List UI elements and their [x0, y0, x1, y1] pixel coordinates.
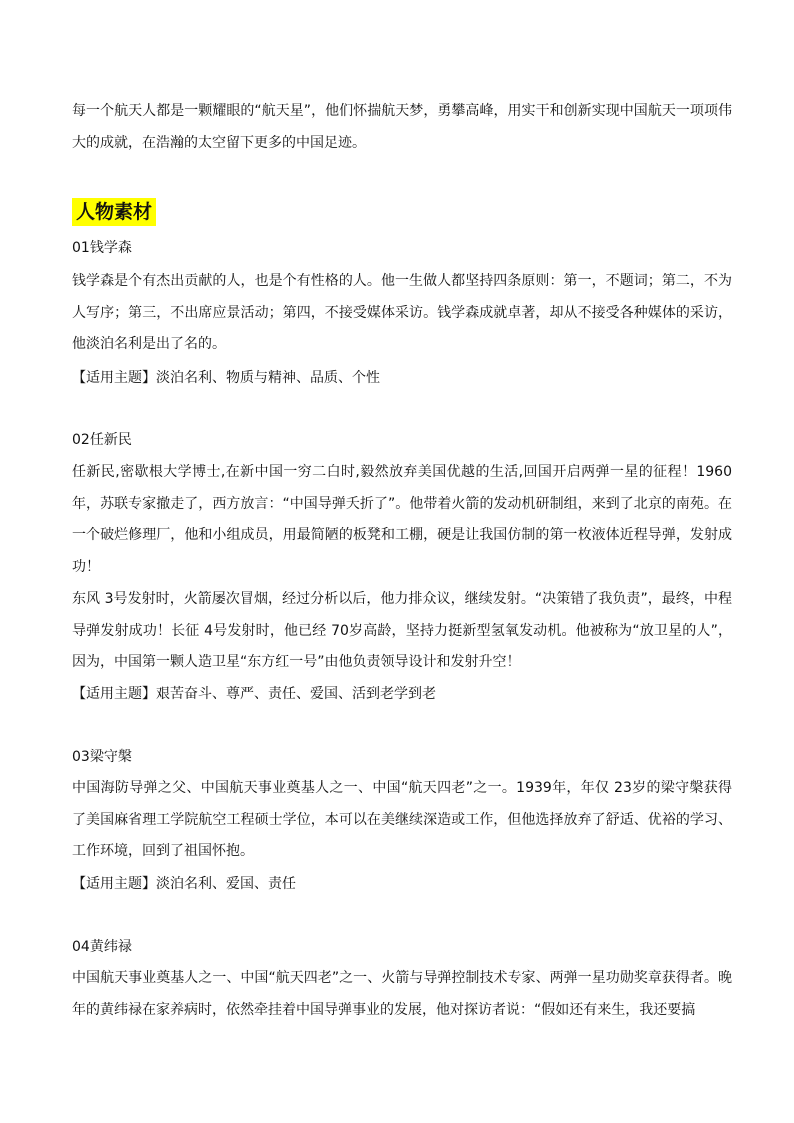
person-paragraph: 中国海防导弹之父、中国航天事业奠基人之一、中国“航天四老”之一。1939年，年仅 23岁的梁守槃获得了美国麻省理工学院航空工程硕士学位，本可以在美继续深造或工作，但他选择放弃了舒适、优裕的学习、工作环境，回到了祖国怀抱。: [72, 780, 732, 859]
person-name: 01钱学森: [72, 240, 132, 256]
theme-line: 【适用主题】艰苦奋斗、尊严、责任、爱国、活到老学到老: [72, 686, 436, 702]
theme-line: 【适用主题】淡泊名利、爱国、责任: [72, 876, 296, 892]
person-name: 03梁守槃: [72, 749, 132, 765]
person-paragraph: 中国航天事业奠基人之一、中国“航天四老”之一、火箭与导弹控制技术专家、两弹一星功勋奖章获得者。晚年的黄纬禄在家养病时，依然牵挂着中国导弹事业的发展，他对探访者说：“假如还有来生，我还要搞: [72, 970, 732, 1018]
person-name: 04黄纬禄: [72, 939, 132, 955]
person-paragraph: 钱学森是个有杰出贡献的人，也是个有性格的人。他一生做人都坚持四条原则：第一，不题词；第二，不为人写序；第三，不出席应景活动；第四，不接受媒体采访。钱学森成就卓著，却从不接受各种媒体的采访，他淡泊名利是出了名的。: [72, 273, 732, 352]
section-title: 人物素材: [72, 198, 156, 226]
theme-line: 【适用主题】淡泊名利、物质与精神、品质、个性: [72, 370, 380, 386]
intro-paragraph: 每一个航天人都是一颗耀眼的“航天星”，他们怀揣航天梦，勇攀高峰，用实干和创新实现中国航天一项项伟大的成就，在浩瀚的太空留下更多的中国足迹。: [72, 103, 732, 151]
person-paragraph: 东风 3号发射时，火箭屡次冒烟，经过分析以后，他力排众议，继续发射。“决策错了我负责”，最终，中程导弹发射成功！长征 4号发射时，他已经 70岁高龄，坚持力挺新型氢氧发动机。他被称为“放卫星的人”，因为，中国第一颗人造卫星“东方红一号”由他负责领导设计和发射升空！: [72, 591, 732, 670]
person-name: 02任新民: [72, 432, 132, 448]
person-paragraph: 任新民,密歇根大学博士,在新中国一穷二白时,毅然放弃美国优越的生活,回国开启两弹一星的征程！1960年，苏联专家撤走了，西方放言：“中国导弹夭折了”。他带着火箭的发动机研制组，来到了北京的南苑。在一个破烂修理厂，他和小组成员，用最简陋的板凳和工棚，硬是让我国仿制的第一枚液体近程导弹，发射成功！: [72, 464, 732, 575]
